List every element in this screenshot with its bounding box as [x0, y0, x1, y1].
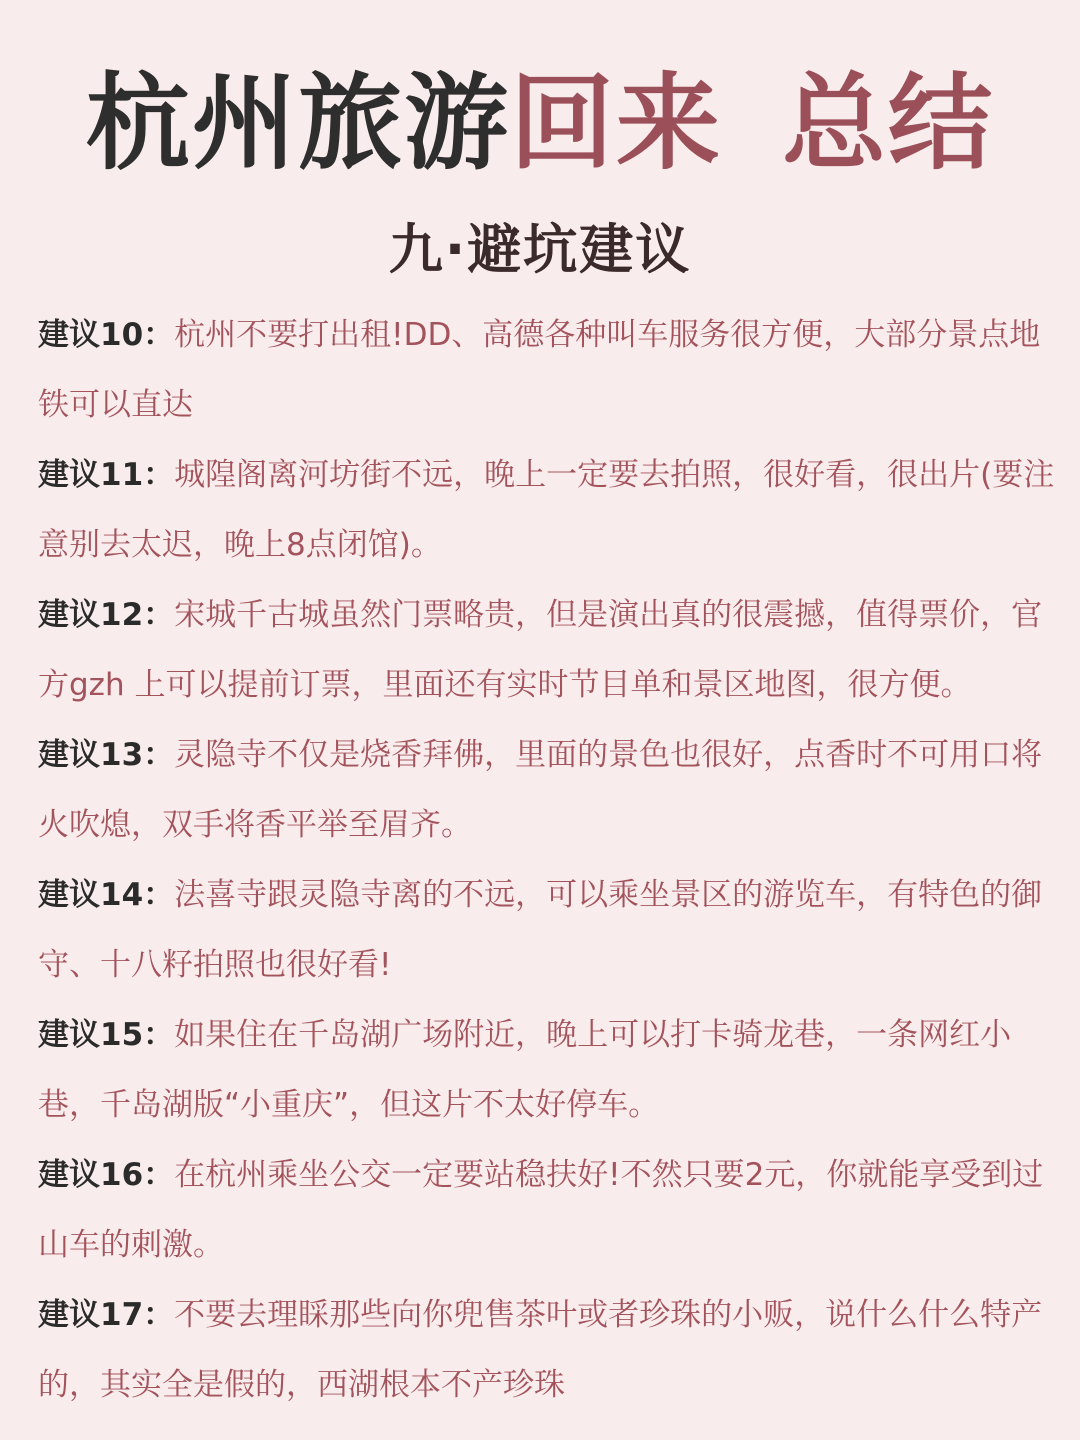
advice-list [38, 300, 1058, 1420]
advice-text: 城隍阁离河坊街不远，晚上一定要去拍照，很好看，很出片(要注意别去太迟，晚上8点闭馆)。 [38, 457, 1055, 563]
advice-item-12 [38, 580, 1058, 720]
advice-label: 建议14： [38, 877, 175, 913]
title-dark-part: 杭州旅游 [85, 62, 510, 184]
advice-text: 宋城千古城虽然门票略贵，但是演出真的很震撼，值得票价，官方gzh 上可以提前订票，里面还有实时节目单和景区地图，很方便。 [38, 597, 1043, 703]
advice-text: 杭州不要打出租!DD、高德各种叫车服务很方便，大部分景点地铁可以直达 [38, 317, 1041, 423]
advice-item-15 [38, 1000, 1058, 1140]
advice-item-13 [38, 720, 1058, 860]
advice-text: 在杭州乘坐公交一定要站稳扶好!不然只要2元，你就能享受到过山车的刺激。 [38, 1157, 1044, 1263]
advice-label: 建议15： [38, 1017, 175, 1053]
advice-label: 建议10： [38, 317, 175, 353]
advice-label: 建议13： [38, 737, 175, 773]
advice-item-11 [38, 440, 1058, 580]
advice-item-14 [38, 860, 1058, 1000]
advice-label: 建议11： [38, 457, 175, 493]
advice-label: 建议16： [38, 1157, 175, 1193]
title-accent-part-1: 回来 [509, 62, 722, 184]
advice-text: 如果住在千岛湖广场附近，晚上可以打卡骑龙巷，一条网红小巷，千岛湖版“小重庆”，但这片不太好停车。 [38, 1017, 1012, 1123]
advice-item-10 [38, 300, 1058, 440]
advice-item-17 [38, 1280, 1058, 1420]
advice-text: 法喜寺跟灵隐寺离的不远，可以乘坐景区的游览车，有特色的御守、十八籽拍照也很好看! [38, 877, 1043, 983]
section-subtitle: 九·避坑建议 [388, 218, 692, 281]
advice-label: 建议17： [38, 1297, 175, 1333]
advice-label: 建议12： [38, 597, 175, 633]
advice-item-16 [38, 1140, 1058, 1280]
page-title [0, 58, 1080, 188]
title-accent-part-2: 总结 [782, 62, 995, 184]
advice-text: 灵隐寺不仅是烧香拜佛，里面的景色也很好，点香时不可用口将火吹熄，双手将香平举至眉齐。 [38, 737, 1043, 843]
advice-text: 不要去理睬那些向你兜售茶叶或者珍珠的小贩，说什么什么特产的，其实全是假的，西湖根本不产珍珠 [38, 1297, 1043, 1403]
